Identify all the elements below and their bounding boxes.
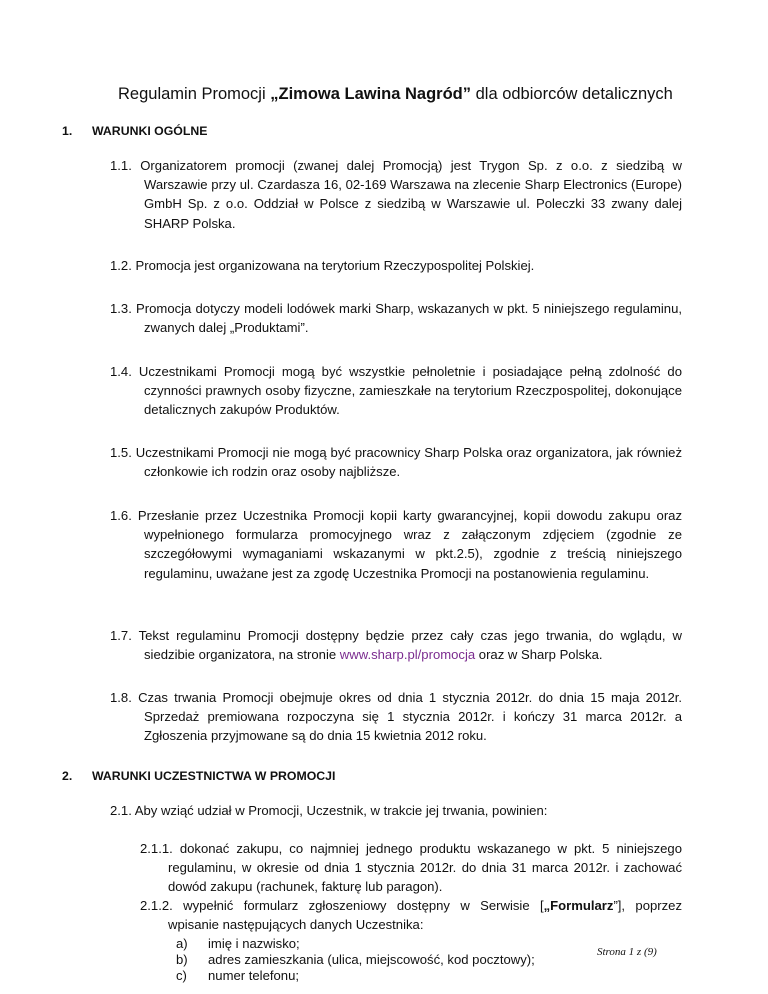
paragraph-1-4: 1.4. Uczestnikami Promocji mogą być wszystkie pełnoletnie i posiadające pełną zdolność do czynności prawnych osoby fizyczne, zamieszkałe na terytorium Rzeczpospolitej, dokonujące detalicznych zakupów Produktów. [110,364,682,418]
paragraph-2-1-1: 2.1.1. dokonać zakupu, co najmniej jednego produktu wskazanego w pkt. 5 niniejszego regulaminu, w okresie od dnia 1 stycznia 2012r. do dnia 31 marca 2012r. i zachować dowód zakupu (rachunek, fakturę lub paragon). [140,841,682,895]
paragraph-1-8: 1.8. Czas trwania Promocji obejmuje okres od dnia 1 stycznia 2012r. do dnia 15 maja 2012r. Sprzedaż premiowana rozpoczyna się 1 stycznia 2012r. i kończy 31 marca 2012r. a Zgłoszenia przyjmowane są do dnia 15 kwietnia 2012 roku. [110,690,683,744]
paragraph-1-7: 1.7. Tekst regulaminu Promocji dostępny będzie przez cały czas jego trwania, do wglądu, w siedzibie organizatora, na stronie www.sharp.pl/promocja oraz w Sharp Polska. [110,628,682,663]
list-item-b: b) adres zamieszkania (ulica, miejscowość, kod pocztowy); [176,952,535,967]
list-item-a: a) imię i nazwisko; [176,936,300,951]
page-title: Regulamin Promocji „Zimowa Lawina Nagród” dla odbiorców detalicznych [118,85,673,103]
paragraph-2-1: 2.1. Aby wziąć udział w Promocji, Uczestnik, w trakcie jej trwania, powinien: [110,803,548,818]
section-heading-1: 1. WARUNKI OGÓLNE [62,124,208,138]
paragraph-1-3: 1.3. Promocja dotyczy modeli lodówek marki Sharp, wskazanych w pkt. 5 niniejszego regulaminu, zwanych dalej „Produktami”. [110,301,682,336]
paragraph-1-2: 1.2. Promocja jest organizowana na terytorium Rzeczypospolitej Polskiej. [110,258,535,273]
paragraph-2-1-2: 2.1.2. wypełnić formularz zgłoszeniowy dostępny w Serwisie [„Formularz”], poprzez wpisanie następujących danych Uczestnika: [140,898,683,933]
promo-link[interactable]: www.sharp.pl/promocja [339,647,476,663]
promo-name: „Zimowa Lawina Nagród” [270,85,472,103]
paragraph-1-1: 1.1. Organizatorem promocji (zwanej dalej Promocją) jest Trygon Sp. z o.o. z siedzibą w Warszawie przy ul. Czardasza 16, 02-169 Warszawa na zlecenie Sharp Electronics (Europe) GmbH Sp. z o.o. Oddział w Polsce z siedzibą w Warszawie ul. Poleczki 33 zwany dalej SHARP Polska. [110,158,683,231]
section-heading-2: 2. WARUNKI UCZESTNICTWA W PROMOCJI [62,769,336,783]
paragraph-1-6: 1.6. Przesłanie przez Uczestnika Promocji kopii karty gwarancyjnej, kopii dowodu zakupu oraz wypełnionego formularza promocyjnego wraz z załączonym zdjęciem (zgodnie ze szczegółowymi wymaganiami wskazanymi w pkt.2.5), zgodnie z treścią niniejszego regulaminu, uważane jest za zgodę Uczestnika Promocji na postanowienia regulaminu. [110,508,683,581]
list-item-c: c) numer telefonu; [176,968,299,983]
paragraph-1-5: 1.5. Uczestnikami Promocji nie mogą być pracownicy Sharp Polska oraz organizatora, jak również członkowie ich rodzin oraz osoby najbliższe. [110,445,682,480]
page-number: Strona 1 z (9) [597,946,657,958]
